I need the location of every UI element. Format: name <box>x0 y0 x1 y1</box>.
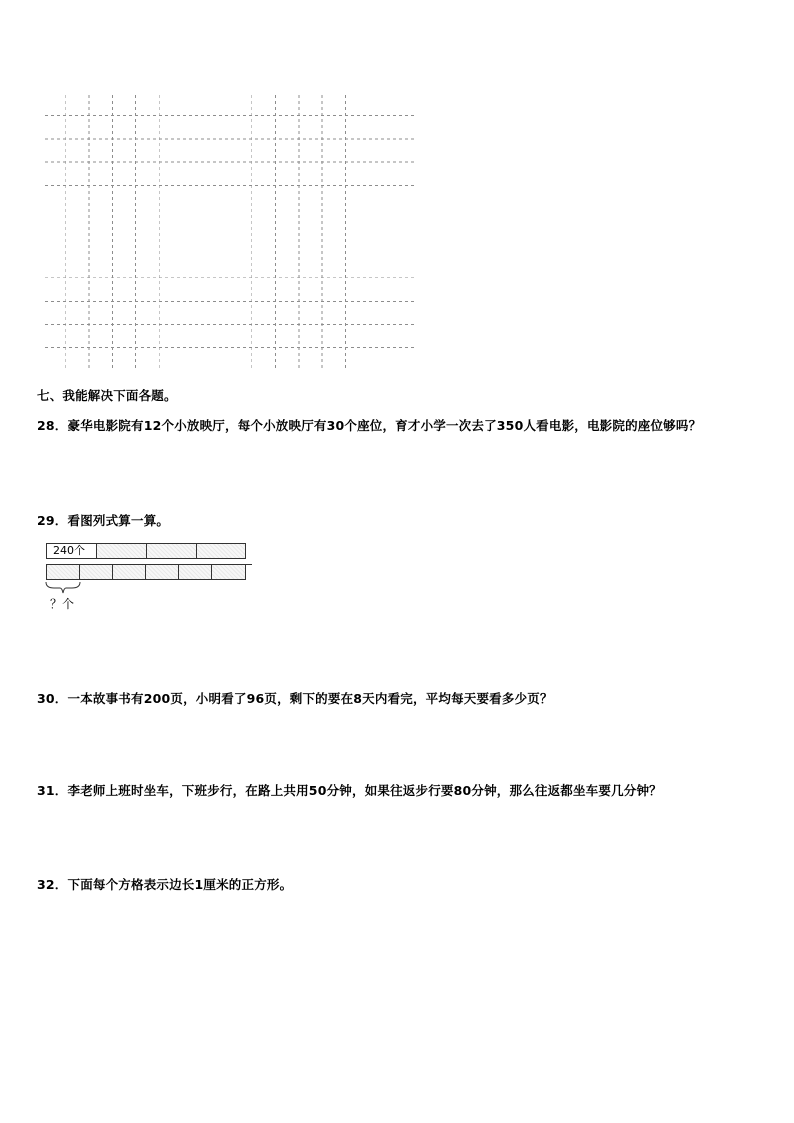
grid-dash-overlay-2 <box>42 92 416 370</box>
bottom-bar-segment <box>179 565 212 579</box>
question-32: 32．下面每个方格表示边长1厘米的正方形。 <box>37 877 293 892</box>
bottom-bar-segment <box>113 565 146 579</box>
bottom-bar <box>46 564 246 580</box>
section-title: 七、我能解决下面各题。 <box>37 388 177 403</box>
question-31: 31．李老师上班时坐车，下班步行，在路上共用50分钟，如果往返步行要80分钟，那么往返都坐车要几分钟？ <box>37 783 662 798</box>
top-bar-segment <box>147 544 197 558</box>
brace-icon <box>44 580 84 596</box>
bottom-bar-segment <box>146 565 179 579</box>
top-bar <box>46 543 246 559</box>
bottom-bar-segment <box>47 565 80 579</box>
question-29: 29．看图列式算一算。 <box>37 513 170 528</box>
question-28: 28．豪华电影院有12个小放映厅，每个小放映厅有30个座位，育才小学一次去了350人看电影，电影院的座位够吗？ <box>37 418 702 433</box>
question-30: 30．一本故事书有200页，小明看了96页，剩下的要在8天内看完，平均每天要看多少页？ <box>37 691 553 706</box>
bottom-bar-segment <box>80 565 113 579</box>
top-bar-label: 240个 <box>47 544 97 558</box>
bottom-bar-segment <box>212 565 245 579</box>
bar-end-tick <box>246 564 252 565</box>
top-bar-segment <box>197 544 245 558</box>
unknown-label: ？个 <box>50 597 75 611</box>
top-bar-segment <box>97 544 147 558</box>
